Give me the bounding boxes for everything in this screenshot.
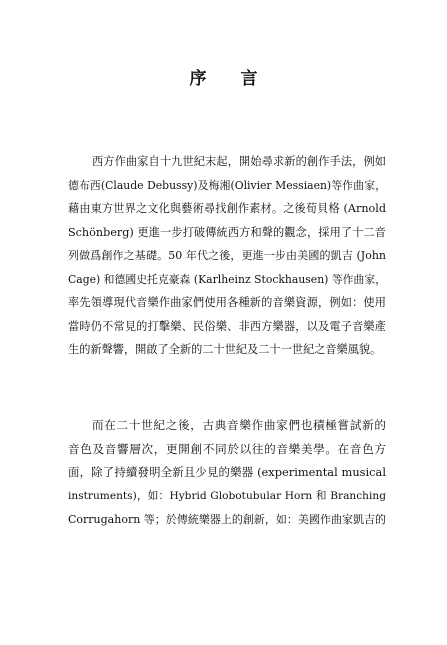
text-line: 當時仍不常見的打擊樂、民俗樂、非西方樂器，以及電子音樂產	[68, 319, 386, 333]
text-line: 率先領導現代音樂作曲家們使用各種新的音樂資源，例如：使用	[68, 296, 386, 309]
text-line: instruments)，如：Hybrid Globotubular Horn 和 Branching	[68, 489, 386, 502]
paragraph-1	[68, 150, 386, 362]
text-line: 德布西(Claude Debussy)及梅湘(Olivier Messiaen)等作曲家，	[68, 178, 386, 192]
text-line: Corrugahorn 等；於傳統樂器上的創新，如：美國作曲家凱吉的	[68, 513, 386, 526]
text-line: 西方作曲家自十九世紀末起，開始尋求新的創作手法，例如	[92, 155, 386, 168]
text-line: 而在二十世紀之後，古典音樂作曲家們也積極嘗試新的	[92, 418, 386, 432]
text-line: 藉由東方世界之文化與藝術尋找創作素材。之後荀貝格 (Arnold	[68, 202, 386, 215]
page-title: 序 言	[189, 69, 272, 89]
text-line: 面，除了持續發明全新且少見的樂器 (experimental musical	[68, 465, 386, 479]
text-line: Schönberg) 更進一步打破傳統西方和聲的觀念，採用了十二音	[68, 225, 386, 239]
text-line: 生的新聲響，開啟了全新的二十世紀及二十一世紀之音樂風貌。	[68, 343, 382, 356]
text-line: 音色及音響層次，更開創不同於以往的音樂美學。在音色方	[68, 441, 386, 456]
paragraph-2	[68, 414, 386, 532]
text-line: 列做爲創作之基礎。50 年代之後，更進一步由美國的凱吉 (John	[68, 249, 386, 262]
text-line: Cage) 和德國史托克豪森 (Karlheinz Stockhausen) 等作曲家，	[68, 272, 386, 286]
